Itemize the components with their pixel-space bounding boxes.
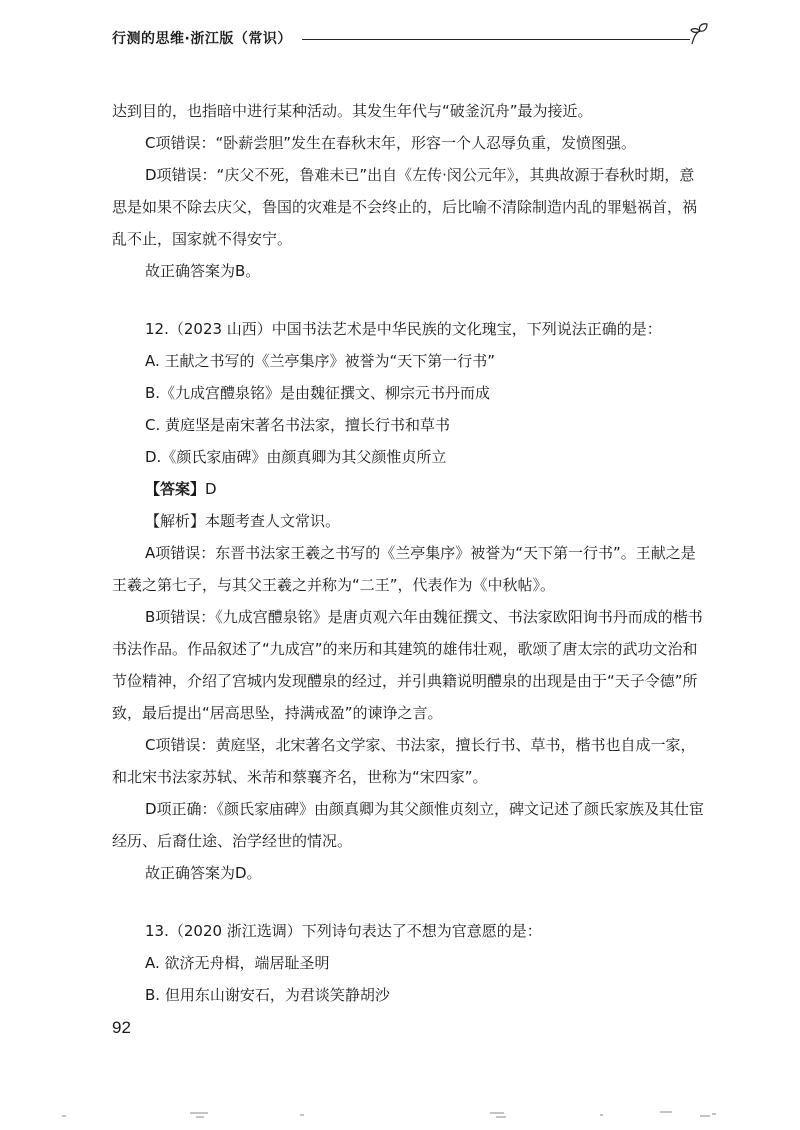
prev-conclusion: 故正确答案为B。: [145, 262, 261, 280]
q13-stem: 13.（2020 浙江选调）下列诗句表达了不想为官意愿的是：: [145, 922, 542, 940]
page-number: 92: [112, 1018, 131, 1037]
running-header: [112, 22, 712, 52]
analysis-text: 本题考查人文常识。: [205, 512, 341, 530]
prev-option-c-analysis: C项错误：“卧薪尝胆”发生在春秋末年，形容一个人忍辱负重，发愤图强。: [145, 134, 637, 152]
q12-option-c: C. 黄庭坚是南宋著名书法家，擅长行书和草书: [145, 416, 451, 434]
scan-artifact-marks: [0, 1108, 800, 1122]
q13-option-b: B. 但用东山谢安石，为君谈笑静胡沙: [145, 986, 390, 1004]
q12-analysis: [112, 505, 709, 537]
header-rule: [302, 39, 690, 40]
q12-option-b: B.《九成宫醴泉铭》是由魏征撰文、柳宗元书丹而成: [145, 384, 491, 402]
section-gap: [112, 287, 709, 313]
prev-option-d-analysis: D项错误：“庆父不死，鲁难未已”出自《左传·闵公元年》，其典故源于春秋时期，意思是如果不除去庆父，鲁国的灾难是不会终止的，后比喻不清除制造内乱的罪魁祸首，祸乱不止，国家就不得安宁。: [112, 166, 698, 248]
header-title: 行测的思维·浙江版（常识）: [112, 31, 292, 47]
answer-label: 【答案】: [145, 480, 206, 498]
section-gap: [112, 889, 709, 915]
q12-option-c-analysis: C项错误：黄庭坚，北宋著名文学家、书法家，擅长行书、草书，楷书也自成一家，和北宋书法家苏轼、米芾和蔡襄齐名，世称为“宋四家”。: [112, 736, 696, 786]
page-body: [112, 95, 709, 1011]
q13-option-a: A. 欲济无舟楫，端居耻圣明: [145, 954, 330, 972]
analysis-label: 【解析】: [145, 512, 206, 530]
q12-option-d: D.《颜氏家庙碑》由颜真卿为其父颜惟贞所立: [145, 448, 447, 466]
q12-option-b-analysis: B项错误：《九成宫醴泉铭》是唐贞观六年由魏征撰文、书法家欧阳询书丹而成的楷书书法作品。作品叙述了“九成宫”的来历和其建筑的雄伟壮观，歌颂了唐太宗的武功文治和节俭精神，介绍了宫城内发现醴泉的经过，并引典籍说明醴泉的出现是由于“天子令德”所致，最后提出“居高思坠，持满戒盈”的谏诤之言。: [112, 608, 703, 722]
q12-conclusion: 故正确答案为D。: [145, 864, 262, 882]
q12-option-a-analysis: A项错误：东晋书法家王羲之书写的《兰亭集序》被誉为“天下第一行书”。王献之是王羲之第七子，与其父王羲之并称为“二王”，代表作为《中秋帖》。: [112, 544, 696, 594]
q12-stem: 12.（2023 山西）中国书法艺术是中华民族的文化瑰宝，下列说法正确的是：: [145, 320, 662, 338]
leaf-sprout-icon: [688, 22, 712, 46]
continuation-line: 达到目的，也指暗中进行某种活动。其发生年代与“破釜沉舟”最为接近。: [112, 102, 593, 120]
q12-answer: [112, 473, 709, 505]
answer-value: D: [205, 480, 217, 498]
q12-option-d-analysis: D项正确：《颜氏家庙碑》由颜真卿为其父颜惟贞刻立，碑文记述了颜氏家族及其仕宦经历、后裔仕途、治学经世的情况。: [112, 800, 705, 850]
q12-option-a: A. 王献之书写的《兰亭集序》被誉为“天下第一行书”: [145, 352, 496, 370]
